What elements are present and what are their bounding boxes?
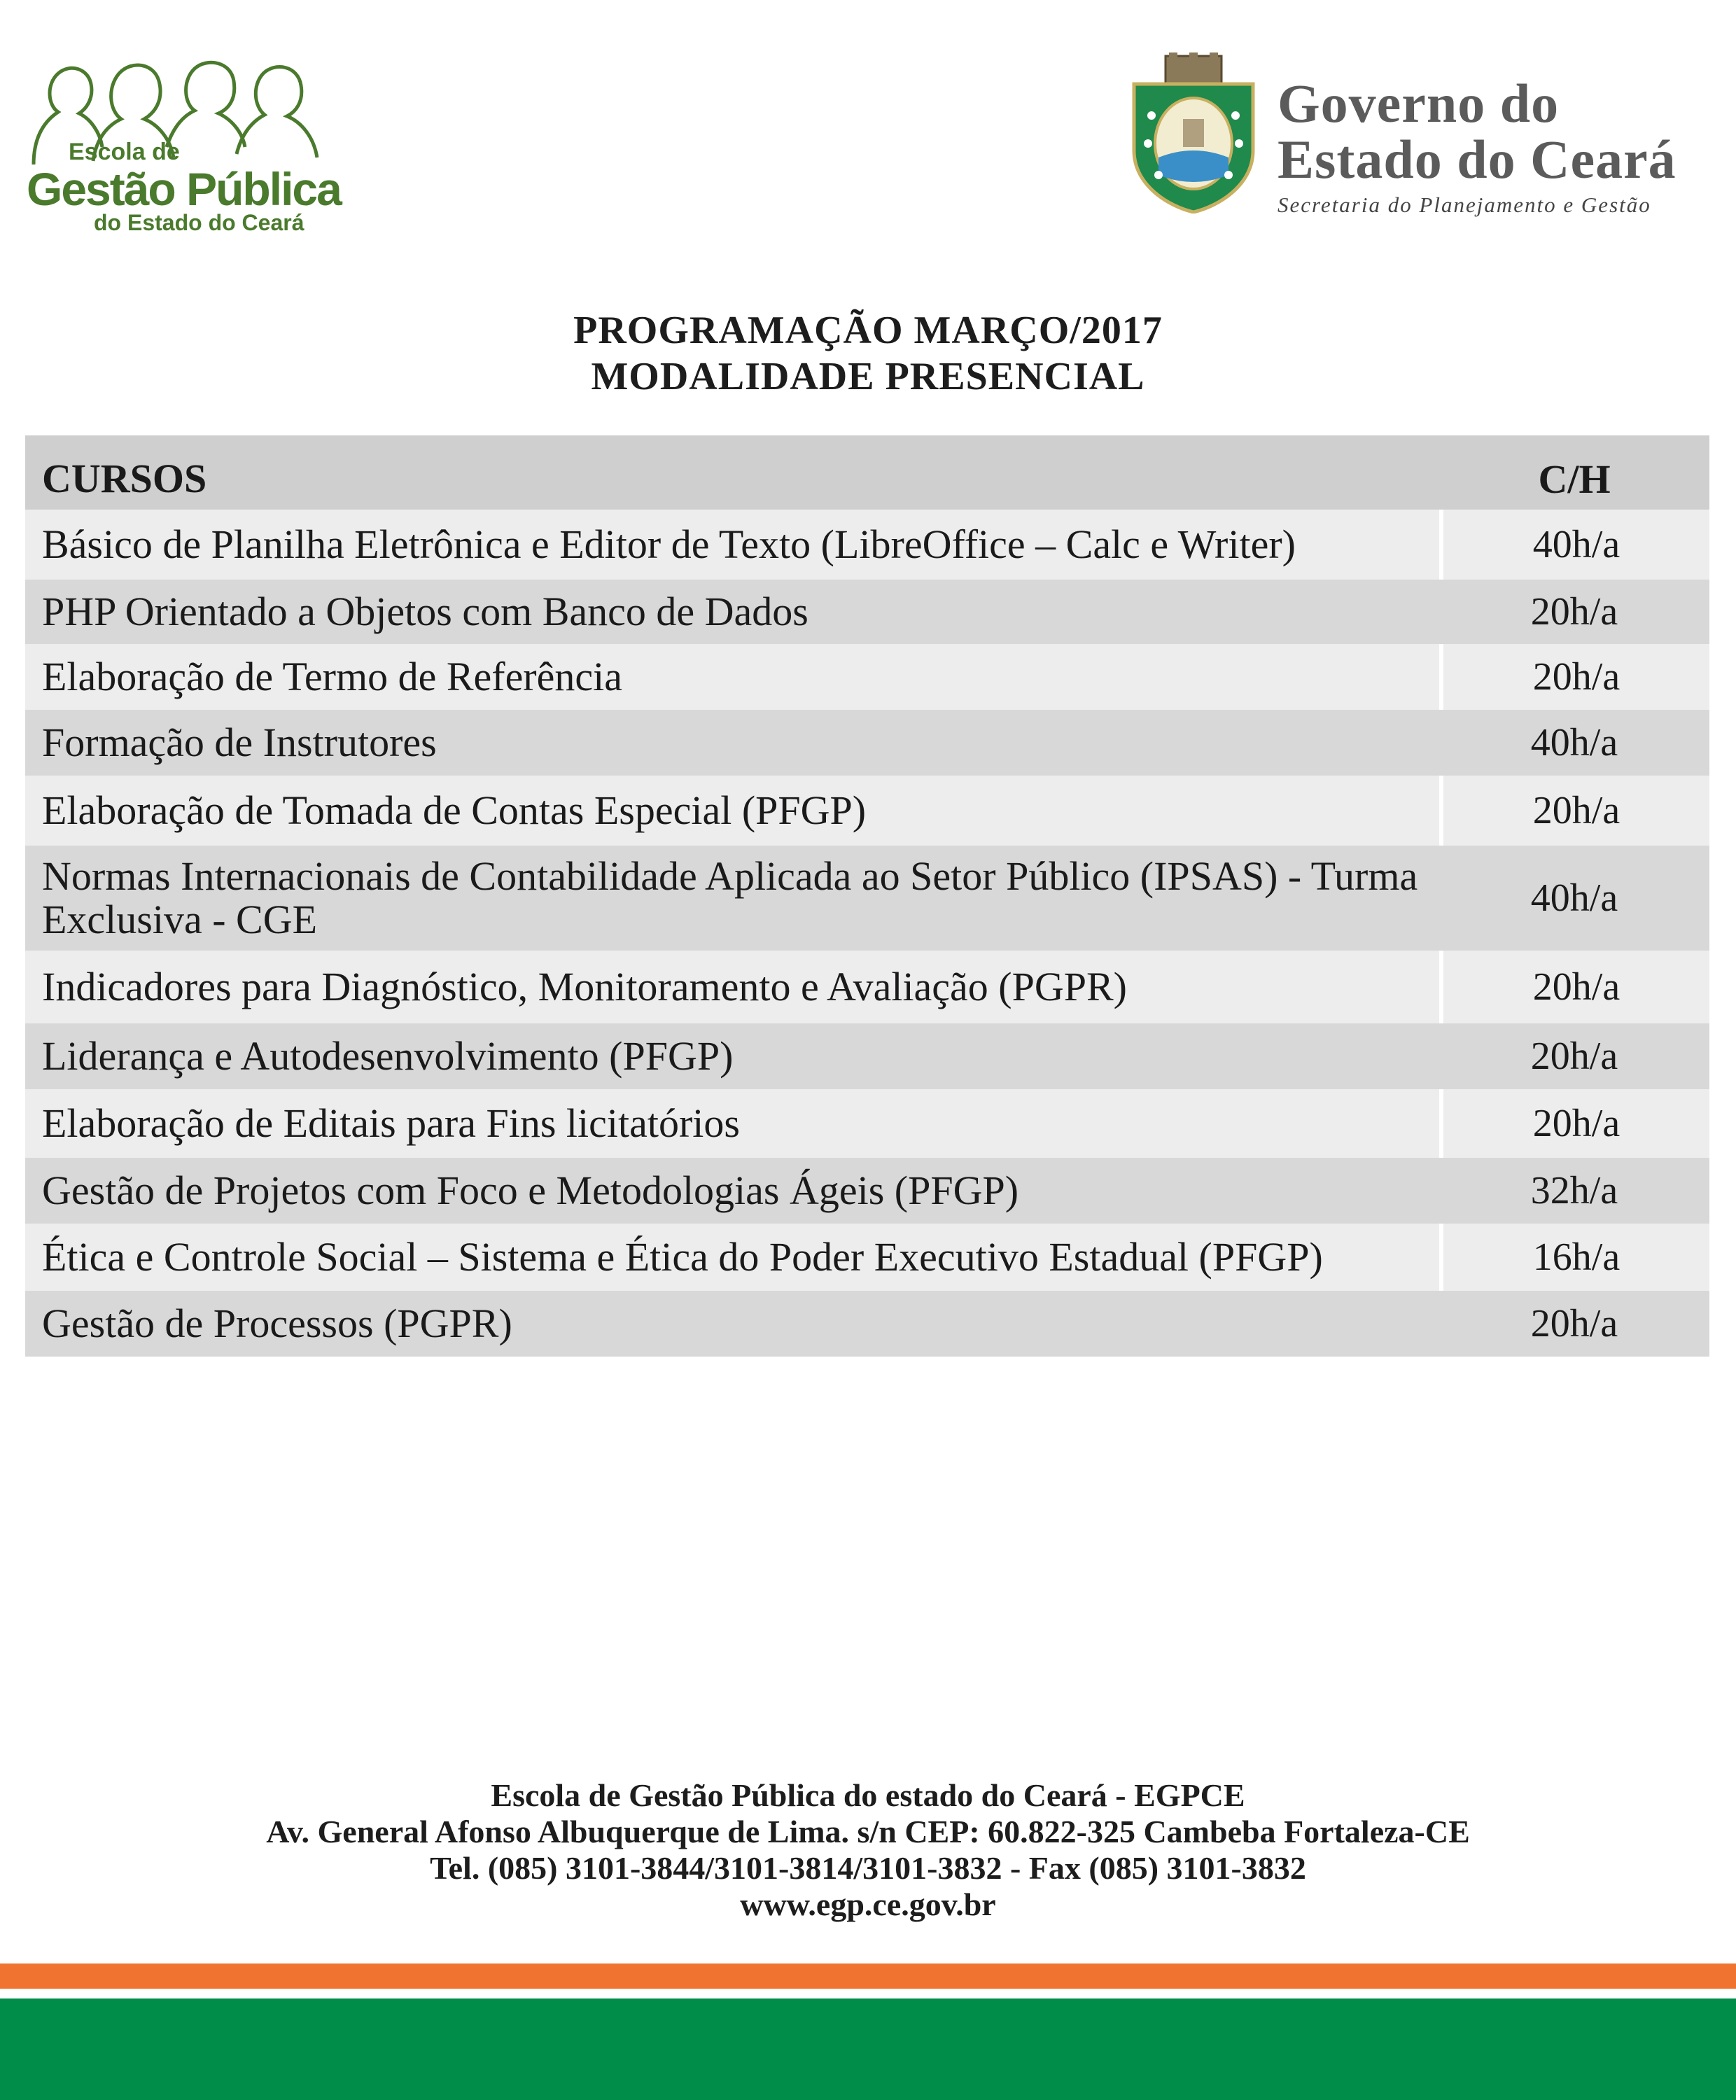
table-row bbox=[25, 776, 1709, 846]
logo-left-line1: Escola de bbox=[69, 139, 180, 165]
table-row bbox=[25, 1291, 1709, 1357]
row-hours: 20h/a bbox=[1439, 776, 1709, 846]
footer-address: Av. General Afonso Albuquerque de Lima. s/n CEP: 60.822-325 Cambeba Fortaleza-CE bbox=[266, 1814, 1470, 1849]
table-row bbox=[25, 1023, 1709, 1089]
table-row bbox=[25, 644, 1709, 710]
green-stripe bbox=[0, 1998, 1736, 2100]
table-row bbox=[25, 510, 1709, 580]
row-course: Liderança e Autodesenvolvimento (PFGP) bbox=[42, 1033, 734, 1079]
row-hours: 20h/a bbox=[1439, 951, 1709, 1023]
footer-website: www.egp.ce.gov.br bbox=[740, 1886, 996, 1922]
row-course: Formação de Instrutores bbox=[42, 720, 437, 765]
row-hours: 40h/a bbox=[1530, 876, 1618, 920]
table-row bbox=[25, 1089, 1709, 1158]
state-crest-icon bbox=[1127, 52, 1260, 214]
row-hours: 32h/a bbox=[1530, 1169, 1618, 1212]
header-course: CURSOS bbox=[42, 456, 207, 501]
logo-left-line3: do Estado do Ceará bbox=[94, 210, 304, 235]
table-row bbox=[25, 1158, 1709, 1224]
table-row bbox=[25, 1224, 1709, 1291]
row-course: Normas Internacionais de Contabilidade Aplicada ao Setor Público (IPSAS) - Turma Exclusiva - CGE bbox=[42, 853, 1418, 942]
row-course: Elaboração de Tomada de Contas Especial (PFGP) bbox=[42, 788, 867, 833]
course-table bbox=[25, 435, 1709, 1357]
row-hours: 20h/a bbox=[1439, 644, 1709, 710]
row-course: Gestão de Projetos com Foco e Metodologias Ágeis (PFGP) bbox=[42, 1168, 1019, 1213]
row-hours: 16h/a bbox=[1439, 1224, 1709, 1291]
row-course: Gestão de Processos (PGPR) bbox=[42, 1301, 512, 1346]
table-header bbox=[25, 435, 1709, 510]
logo-right-line1: Governo do bbox=[1278, 73, 1560, 134]
row-course: Elaboração de Termo de Referência bbox=[42, 654, 622, 699]
egp-logo bbox=[27, 42, 341, 245]
row-hours: 20h/a bbox=[1530, 1035, 1618, 1078]
table-row bbox=[25, 951, 1709, 1023]
row-hours: 40h/a bbox=[1439, 510, 1709, 580]
table-row bbox=[25, 580, 1709, 644]
row-course: Indicadores para Diagnóstico, Monitoramento e Avaliação (PGPR) bbox=[42, 964, 1127, 1009]
page-title: PROGRAMAÇÃO MARÇO/2017 bbox=[573, 309, 1163, 352]
row-hours: 20h/a bbox=[1530, 1302, 1618, 1345]
row-course: Ética e Controle Social – Sistema e Ética do Poder Executivo Estadual (PFGP) bbox=[42, 1234, 1323, 1280]
logo-right-subtitle: Secretaria do Planejamento e Gestão bbox=[1278, 192, 1651, 217]
gov-logo bbox=[1127, 52, 1715, 220]
page-subtitle: MODALIDADE PRESENCIAL bbox=[591, 355, 1145, 398]
row-hours: 20h/a bbox=[1530, 590, 1618, 634]
row-hours: 20h/a bbox=[1439, 1089, 1709, 1158]
row-course: PHP Orientado a Objetos com Banco de Dados bbox=[42, 589, 808, 634]
logo-left-line2: Gestão Pública bbox=[27, 163, 341, 215]
table-row bbox=[25, 846, 1709, 951]
row-hours: 40h/a bbox=[1530, 721, 1618, 764]
table-row bbox=[25, 710, 1709, 776]
header-hours: C/H bbox=[1538, 456, 1611, 502]
logo-right-line2: Estado do Ceará bbox=[1278, 129, 1676, 190]
footer-institution: Escola de Gestão Pública do estado do Ceará - EGPCE bbox=[491, 1777, 1245, 1813]
footer-phone: Tel. (085) 3101-3844/3101-3814/3101-3832 - Fax (085) 3101-3832 bbox=[430, 1850, 1306, 1886]
row-course: Elaboração de Editais para Fins licitatórios bbox=[42, 1100, 740, 1146]
orange-stripe bbox=[0, 1963, 1736, 1989]
row-course: Básico de Planilha Eletrônica e Editor de Texto (LibreOffice – Calc e Writer) bbox=[42, 522, 1296, 567]
